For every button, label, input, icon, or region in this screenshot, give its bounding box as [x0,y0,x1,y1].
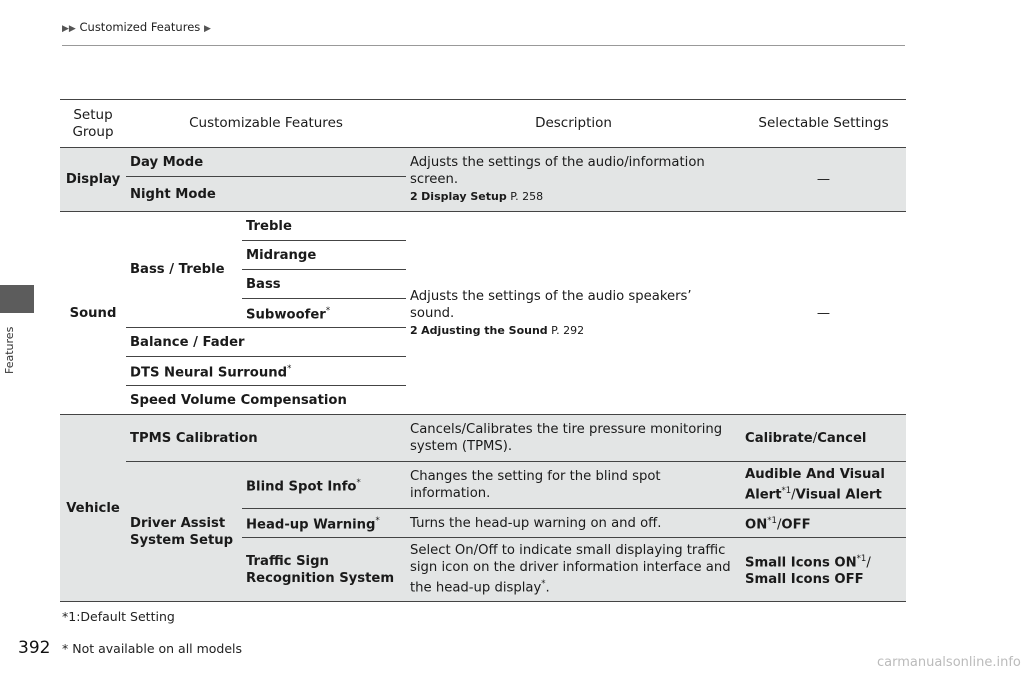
group-display: Display [60,148,126,212]
display-setup-ref-link[interactable]: 2 Display Setup P. 258 [410,190,544,203]
table-row [60,148,906,177]
traffic-sign-description: Select On/Off to indicate small displaying traffic sign icon on the driver information interface and the head-up display*. [406,538,741,602]
feature-day-mode: Day Mode [126,148,406,177]
header-description: Description [406,100,741,148]
feature-dts-neural-surround: DTS Neural Surround* [126,357,406,386]
feature-blind-spot-info: Blind Spot Info* [242,462,406,509]
tpms-settings: Calibrate/Cancel [741,415,906,462]
table-row [60,462,906,509]
header-selectable-settings: Selectable Settings [741,100,906,148]
sound-desc-text: Adjusts the settings of the audio speakers’ sound. [410,288,692,321]
feature-balance-fader: Balance / Fader [126,328,406,357]
watermark: carmanualsonline.info [877,655,1021,670]
blind-spot-description: Changes the setting for the blind spot information. [406,462,741,509]
traffic-sign-settings: Small Icons ON$^{*1}$/ Small Icons OFF [741,538,906,602]
feature-tpms-calibration: TPMS Calibration [126,415,406,462]
feature-treble: Treble [242,212,406,241]
header-rule [62,45,905,46]
feature-head-up-warning: Head-up Warning* [242,509,406,538]
ref-arrow-icon: 2 [410,190,418,203]
head-up-settings: ON$^{*1}$/OFF [741,509,906,538]
group-vehicle: Vehicle [60,415,126,602]
sound-description [406,212,741,415]
customized-features-table [60,99,906,602]
breadcrumb-link[interactable]: Customized Features [79,20,201,34]
feature-bass-treble: Bass / Treble [126,212,242,328]
section-tab-marker [0,285,34,313]
breadcrumb-arrow-icon: ▶ [203,24,211,34]
feature-speed-volume-compensation: Speed Volume Compensation [126,386,406,415]
head-up-description: Turns the head-up warning on and off. [406,509,741,538]
header-setup-group: Setup Group [60,100,126,148]
display-desc-text: Adjusts the settings of the audio/information screen. [410,155,705,187]
breadcrumb-arrows-icon: ▶▶ [62,24,76,34]
blind-spot-settings: Audible And Visual Alert$^{*1}$/Visual Alert [741,462,906,509]
feature-traffic-sign-recognition: Traffic Sign Recognition System [242,538,406,602]
feature-midrange: Midrange [242,241,406,270]
table-row [60,212,906,241]
breadcrumb[interactable] [62,20,211,34]
adjusting-sound-ref-link[interactable]: 2 Adjusting the Sound P. 292 [410,323,585,337]
table-header-row [60,100,906,148]
feature-subwoofer: Subwoofer* [242,299,406,328]
display-settings: — [741,148,906,212]
sound-settings: — [741,212,906,415]
header-customizable-features: Customizable Features [126,100,406,148]
feature-bass: Bass [242,270,406,299]
section-tab-label: Features [3,326,16,374]
feature-driver-assist-system-setup: Driver Assist System Setup [126,462,242,602]
ref-arrow-icon: 2 [410,323,418,337]
page-number: 392 [18,638,51,658]
group-sound: Sound [60,212,126,415]
footnote-not-available: * Not available on all models [62,641,243,656]
tpms-description: Cancels/Calibrates the tire pressure monitoring system (TPMS). [406,415,741,462]
table-row [60,415,906,462]
display-description [406,148,741,212]
feature-night-mode: Night Mode [126,177,406,212]
footnote-default-setting: *1:Default Setting [62,609,175,624]
